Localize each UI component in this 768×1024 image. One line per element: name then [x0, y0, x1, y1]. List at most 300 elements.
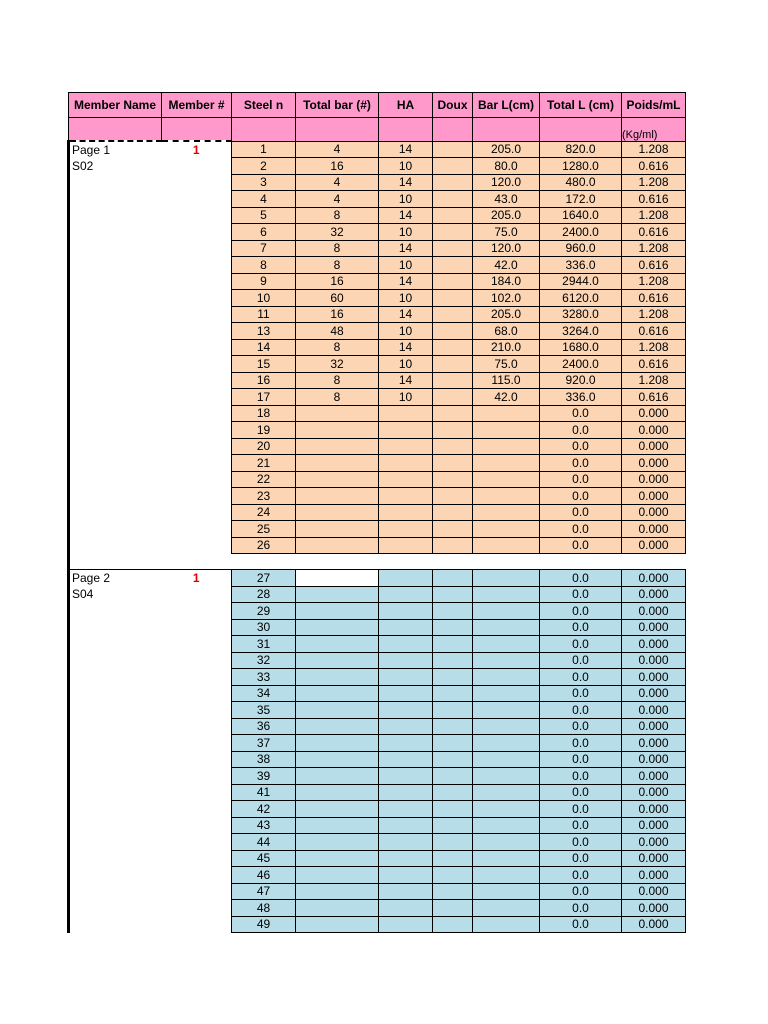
bar-length-cell[interactable]: [473, 619, 540, 636]
doux-cell[interactable]: [433, 405, 473, 422]
member-name-cell[interactable]: [69, 850, 162, 867]
member-number-cell[interactable]: [162, 652, 232, 669]
poids-cell[interactable]: 0.616: [622, 224, 686, 241]
steel-n-cell[interactable]: 46: [232, 867, 296, 884]
doux-cell[interactable]: [433, 735, 473, 752]
doux-cell[interactable]: [433, 356, 473, 373]
member-name-cell[interactable]: [69, 718, 162, 735]
total-bar-cell[interactable]: 8: [296, 257, 379, 274]
ha-cell[interactable]: 10: [379, 356, 433, 373]
poids-cell[interactable]: 0.000: [622, 702, 686, 719]
poids-cell[interactable]: 0.000: [622, 817, 686, 834]
member-name-cell[interactable]: [69, 422, 162, 439]
ha-cell[interactable]: 14: [379, 141, 433, 158]
total-length-cell[interactable]: 3280.0: [540, 306, 622, 323]
poids-cell[interactable]: 1.208: [622, 372, 686, 389]
member-number[interactable]: 1: [162, 141, 232, 158]
member-name-cell[interactable]: [69, 867, 162, 884]
total-bar-cell[interactable]: 8: [296, 240, 379, 257]
member-name-cell[interactable]: [69, 455, 162, 472]
total-bar-cell[interactable]: [296, 685, 379, 702]
header-cell[interactable]: [296, 118, 379, 142]
member-number-cell[interactable]: [162, 224, 232, 241]
poids-cell[interactable]: 0.000: [622, 735, 686, 752]
bar-length-cell[interactable]: [473, 883, 540, 900]
poids-cell[interactable]: 0.616: [622, 389, 686, 406]
steel-n-cell[interactable]: 7: [232, 240, 296, 257]
bar-length-cell[interactable]: [473, 636, 540, 653]
total-bar-cell[interactable]: [296, 586, 379, 603]
steel-n-cell[interactable]: 14: [232, 339, 296, 356]
bar-length-cell[interactable]: [473, 570, 540, 587]
doux-cell[interactable]: [433, 306, 473, 323]
member-name-cell[interactable]: [69, 207, 162, 224]
steel-n-cell[interactable]: 44: [232, 834, 296, 851]
total-length-cell[interactable]: 820.0: [540, 141, 622, 158]
bar-length-cell[interactable]: [473, 521, 540, 538]
steel-n-cell[interactable]: 17: [232, 389, 296, 406]
poids-cell[interactable]: 0.000: [622, 471, 686, 488]
member-number-cell[interactable]: [162, 389, 232, 406]
member-number-cell[interactable]: [162, 306, 232, 323]
member-name-cell[interactable]: [69, 488, 162, 505]
steel-n-cell[interactable]: 25: [232, 521, 296, 538]
doux-cell[interactable]: [433, 685, 473, 702]
steel-n-cell[interactable]: 45: [232, 850, 296, 867]
doux-cell[interactable]: [433, 471, 473, 488]
total-bar-cell[interactable]: [296, 751, 379, 768]
member-name-cell[interactable]: [69, 735, 162, 752]
ha-cell[interactable]: 14: [379, 273, 433, 290]
total-bar-cell[interactable]: 8: [296, 207, 379, 224]
bar-length-cell[interactable]: 42.0: [473, 389, 540, 406]
member-number-cell[interactable]: [162, 883, 232, 900]
total-length-cell[interactable]: 0.0: [540, 850, 622, 867]
total-length-cell[interactable]: 0.0: [540, 438, 622, 455]
member-name[interactable]: S04: [69, 586, 162, 603]
total-bar-cell[interactable]: [296, 521, 379, 538]
ha-cell[interactable]: [379, 867, 433, 884]
bar-length-cell[interactable]: [473, 916, 540, 933]
steel-n-cell[interactable]: 2: [232, 158, 296, 175]
ha-cell[interactable]: [379, 817, 433, 834]
poids-cell[interactable]: 0.616: [622, 356, 686, 373]
ha-cell[interactable]: [379, 455, 433, 472]
bar-length-cell[interactable]: 184.0: [473, 273, 540, 290]
member-number-cell[interactable]: [162, 356, 232, 373]
total-length-cell[interactable]: 0.0: [540, 735, 622, 752]
member-name-cell[interactable]: [69, 636, 162, 653]
ha-cell[interactable]: [379, 537, 433, 554]
poids-cell[interactable]: 0.000: [622, 405, 686, 422]
total-bar-cell[interactable]: [296, 867, 379, 884]
member-number-cell[interactable]: [162, 257, 232, 274]
member-name-cell[interactable]: [69, 603, 162, 620]
steel-n-cell[interactable]: 26: [232, 537, 296, 554]
member-number-cell[interactable]: [162, 850, 232, 867]
doux-cell[interactable]: [433, 191, 473, 208]
poids-cell[interactable]: 0.000: [622, 603, 686, 620]
bar-length-cell[interactable]: [473, 685, 540, 702]
doux-cell[interactable]: [433, 158, 473, 175]
steel-n-cell[interactable]: 24: [232, 504, 296, 521]
bar-length-cell[interactable]: [473, 603, 540, 620]
steel-n-cell[interactable]: 33: [232, 669, 296, 686]
poids-cell[interactable]: 0.000: [622, 438, 686, 455]
member-number-cell[interactable]: [162, 916, 232, 933]
ha-cell[interactable]: [379, 834, 433, 851]
total-bar-cell[interactable]: [296, 438, 379, 455]
steel-n-cell[interactable]: 38: [232, 751, 296, 768]
ha-cell[interactable]: [379, 685, 433, 702]
bar-length-cell[interactable]: [473, 471, 540, 488]
doux-cell[interactable]: [433, 207, 473, 224]
member-number-cell[interactable]: [162, 702, 232, 719]
total-length-cell[interactable]: 0.0: [540, 405, 622, 422]
doux-cell[interactable]: [433, 389, 473, 406]
total-bar-cell[interactable]: [296, 817, 379, 834]
header-bar-length[interactable]: Bar L(cm): [473, 93, 540, 118]
total-bar-cell[interactable]: [296, 570, 379, 587]
header-cell[interactable]: [69, 118, 162, 142]
member-number-cell[interactable]: [162, 521, 232, 538]
steel-n-cell[interactable]: 37: [232, 735, 296, 752]
doux-cell[interactable]: [433, 867, 473, 884]
member-name-cell[interactable]: [69, 405, 162, 422]
member-name-cell[interactable]: [69, 290, 162, 307]
ha-cell[interactable]: 10: [379, 389, 433, 406]
total-length-cell[interactable]: 0.0: [540, 801, 622, 818]
member-number-cell[interactable]: [162, 422, 232, 439]
total-bar-cell[interactable]: [296, 636, 379, 653]
member-name-cell[interactable]: [69, 916, 162, 933]
total-length-cell[interactable]: 0.0: [540, 570, 622, 587]
doux-cell[interactable]: [433, 174, 473, 191]
member-name-cell[interactable]: [69, 240, 162, 257]
total-length-cell[interactable]: 0.0: [540, 455, 622, 472]
total-bar-cell[interactable]: 8: [296, 372, 379, 389]
header-member-name[interactable]: Member Name: [69, 93, 162, 118]
total-bar-cell[interactable]: [296, 405, 379, 422]
steel-n-cell[interactable]: 18: [232, 405, 296, 422]
steel-n-cell[interactable]: 9: [232, 273, 296, 290]
doux-cell[interactable]: [433, 257, 473, 274]
member-name-cell[interactable]: [69, 900, 162, 917]
member-number-cell[interactable]: [162, 751, 232, 768]
member-name-cell[interactable]: [69, 652, 162, 669]
member-name-cell[interactable]: [69, 817, 162, 834]
ha-cell[interactable]: 14: [379, 174, 433, 191]
poids-cell[interactable]: 0.616: [622, 158, 686, 175]
ha-cell[interactable]: 10: [379, 224, 433, 241]
steel-n-cell[interactable]: 43: [232, 817, 296, 834]
poids-cell[interactable]: 0.000: [622, 570, 686, 587]
total-length-cell[interactable]: 0.0: [540, 521, 622, 538]
ha-cell[interactable]: [379, 652, 433, 669]
member-number-cell[interactable]: [162, 174, 232, 191]
bar-length-cell[interactable]: 75.0: [473, 356, 540, 373]
ha-cell[interactable]: [379, 422, 433, 439]
doux-cell[interactable]: [433, 438, 473, 455]
member-name-cell[interactable]: [69, 339, 162, 356]
total-length-cell[interactable]: 0.0: [540, 784, 622, 801]
steel-n-cell[interactable]: 4: [232, 191, 296, 208]
total-length-cell[interactable]: 0.0: [540, 685, 622, 702]
header-cell[interactable]: [433, 118, 473, 142]
steel-n-cell[interactable]: 49: [232, 916, 296, 933]
bar-length-cell[interactable]: 210.0: [473, 339, 540, 356]
bar-length-cell[interactable]: 43.0: [473, 191, 540, 208]
ha-cell[interactable]: [379, 801, 433, 818]
total-bar-cell[interactable]: [296, 784, 379, 801]
member-name-cell[interactable]: [69, 702, 162, 719]
total-length-cell[interactable]: 1640.0: [540, 207, 622, 224]
member-number-cell[interactable]: [162, 339, 232, 356]
total-length-cell[interactable]: 336.0: [540, 389, 622, 406]
doux-cell[interactable]: [433, 422, 473, 439]
steel-n-cell[interactable]: 1: [232, 141, 296, 158]
total-bar-cell[interactable]: 60: [296, 290, 379, 307]
bar-length-cell[interactable]: 80.0: [473, 158, 540, 175]
steel-n-cell[interactable]: 42: [232, 801, 296, 818]
total-length-cell[interactable]: 0.0: [540, 652, 622, 669]
steel-n-cell[interactable]: 39: [232, 768, 296, 785]
member-name-cell[interactable]: [69, 669, 162, 686]
doux-cell[interactable]: [433, 883, 473, 900]
ha-cell[interactable]: [379, 619, 433, 636]
poids-cell[interactable]: 1.208: [622, 306, 686, 323]
ha-cell[interactable]: [379, 784, 433, 801]
bar-length-cell[interactable]: 42.0: [473, 257, 540, 274]
ha-cell[interactable]: [379, 850, 433, 867]
total-length-cell[interactable]: 172.0: [540, 191, 622, 208]
total-bar-cell[interactable]: 16: [296, 273, 379, 290]
steel-n-cell[interactable]: 11: [232, 306, 296, 323]
ha-cell[interactable]: [379, 504, 433, 521]
member-number-cell[interactable]: [162, 768, 232, 785]
total-bar-cell[interactable]: [296, 455, 379, 472]
member-number-cell[interactable]: [162, 191, 232, 208]
page-label[interactable]: Page 1: [69, 141, 162, 158]
steel-n-cell[interactable]: 31: [232, 636, 296, 653]
total-length-cell[interactable]: 336.0: [540, 257, 622, 274]
doux-cell[interactable]: [433, 669, 473, 686]
total-bar-cell[interactable]: [296, 702, 379, 719]
header-total-length[interactable]: Total L (cm): [540, 93, 622, 118]
total-length-cell[interactable]: 0.0: [540, 488, 622, 505]
header-ha[interactable]: HA: [379, 93, 433, 118]
doux-cell[interactable]: [433, 240, 473, 257]
header-cell[interactable]: [162, 118, 232, 142]
doux-cell[interactable]: [433, 619, 473, 636]
unit-label[interactable]: (Kg/ml): [622, 118, 686, 142]
poids-cell[interactable]: 0.000: [622, 768, 686, 785]
total-bar-cell[interactable]: 32: [296, 356, 379, 373]
ha-cell[interactable]: [379, 883, 433, 900]
ha-cell[interactable]: [379, 916, 433, 933]
ha-cell[interactable]: 14: [379, 339, 433, 356]
total-length-cell[interactable]: 0.0: [540, 504, 622, 521]
poids-cell[interactable]: 0.000: [622, 537, 686, 554]
ha-cell[interactable]: [379, 900, 433, 917]
ha-cell[interactable]: [379, 718, 433, 735]
header-steel-n[interactable]: Steel n: [232, 93, 296, 118]
total-length-cell[interactable]: 0.0: [540, 867, 622, 884]
steel-n-cell[interactable]: 19: [232, 422, 296, 439]
total-bar-cell[interactable]: 8: [296, 389, 379, 406]
member-number-cell[interactable]: [162, 158, 232, 175]
doux-cell[interactable]: [433, 521, 473, 538]
total-length-cell[interactable]: 920.0: [540, 372, 622, 389]
total-length-cell[interactable]: 1680.0: [540, 339, 622, 356]
member-number-cell[interactable]: [162, 586, 232, 603]
steel-n-cell[interactable]: 13: [232, 323, 296, 340]
member-number-cell[interactable]: [162, 537, 232, 554]
total-bar-cell[interactable]: [296, 801, 379, 818]
doux-cell[interactable]: [433, 586, 473, 603]
bar-length-cell[interactable]: [473, 422, 540, 439]
poids-cell[interactable]: 0.000: [622, 455, 686, 472]
total-length-cell[interactable]: 0.0: [540, 586, 622, 603]
doux-cell[interactable]: [433, 488, 473, 505]
ha-cell[interactable]: 10: [379, 290, 433, 307]
steel-n-cell[interactable]: 6: [232, 224, 296, 241]
member-number-cell[interactable]: [162, 834, 232, 851]
bar-length-cell[interactable]: [473, 488, 540, 505]
bar-length-cell[interactable]: [473, 784, 540, 801]
ha-cell[interactable]: 14: [379, 207, 433, 224]
bar-length-cell[interactable]: [473, 867, 540, 884]
bar-length-cell[interactable]: [473, 438, 540, 455]
total-length-cell[interactable]: 0.0: [540, 817, 622, 834]
member-name-cell[interactable]: [69, 801, 162, 818]
ha-cell[interactable]: 10: [379, 191, 433, 208]
ha-cell[interactable]: [379, 669, 433, 686]
doux-cell[interactable]: [433, 537, 473, 554]
doux-cell[interactable]: [433, 751, 473, 768]
doux-cell[interactable]: [433, 718, 473, 735]
total-length-cell[interactable]: 3264.0: [540, 323, 622, 340]
poids-cell[interactable]: 0.000: [622, 850, 686, 867]
poids-cell[interactable]: 0.000: [622, 636, 686, 653]
doux-cell[interactable]: [433, 290, 473, 307]
total-bar-cell[interactable]: 16: [296, 158, 379, 175]
member-name-cell[interactable]: [69, 521, 162, 538]
steel-n-cell[interactable]: 8: [232, 257, 296, 274]
poids-cell[interactable]: 0.000: [622, 867, 686, 884]
steel-n-cell[interactable]: 34: [232, 685, 296, 702]
bar-length-cell[interactable]: 102.0: [473, 290, 540, 307]
doux-cell[interactable]: [433, 636, 473, 653]
total-length-cell[interactable]: 0.0: [540, 751, 622, 768]
poids-cell[interactable]: 1.208: [622, 141, 686, 158]
poids-cell[interactable]: 0.616: [622, 290, 686, 307]
total-length-cell[interactable]: 0.0: [540, 636, 622, 653]
ha-cell[interactable]: [379, 586, 433, 603]
total-bar-cell[interactable]: [296, 488, 379, 505]
member-number-cell[interactable]: [162, 405, 232, 422]
poids-cell[interactable]: 0.000: [622, 718, 686, 735]
header-cell[interactable]: [540, 118, 622, 142]
doux-cell[interactable]: [433, 850, 473, 867]
total-bar-cell[interactable]: [296, 422, 379, 439]
doux-cell[interactable]: [433, 916, 473, 933]
total-length-cell[interactable]: 6120.0: [540, 290, 622, 307]
ha-cell[interactable]: 14: [379, 306, 433, 323]
bar-length-cell[interactable]: 205.0: [473, 306, 540, 323]
member-name-cell[interactable]: [69, 191, 162, 208]
member-number-cell[interactable]: [162, 207, 232, 224]
poids-cell[interactable]: 1.208: [622, 339, 686, 356]
steel-n-cell[interactable]: 32: [232, 652, 296, 669]
member-number-cell[interactable]: [162, 619, 232, 636]
total-bar-cell[interactable]: [296, 916, 379, 933]
member-name-cell[interactable]: [69, 372, 162, 389]
doux-cell[interactable]: [433, 652, 473, 669]
poids-cell[interactable]: 1.208: [622, 174, 686, 191]
member-name-cell[interactable]: [69, 306, 162, 323]
poids-cell[interactable]: 0.616: [622, 257, 686, 274]
poids-cell[interactable]: 0.000: [622, 521, 686, 538]
member-name-cell[interactable]: [69, 768, 162, 785]
doux-cell[interactable]: [433, 455, 473, 472]
member-number-cell[interactable]: [162, 685, 232, 702]
doux-cell[interactable]: [433, 784, 473, 801]
total-bar-cell[interactable]: 4: [296, 191, 379, 208]
ha-cell[interactable]: [379, 751, 433, 768]
member-number-cell[interactable]: [162, 372, 232, 389]
total-bar-cell[interactable]: 8: [296, 339, 379, 356]
doux-cell[interactable]: [433, 900, 473, 917]
total-length-cell[interactable]: 1280.0: [540, 158, 622, 175]
poids-cell[interactable]: 0.000: [622, 422, 686, 439]
member-number[interactable]: 1: [162, 570, 232, 587]
poids-cell[interactable]: 0.000: [622, 504, 686, 521]
member-name-cell[interactable]: [69, 273, 162, 290]
total-bar-cell[interactable]: [296, 669, 379, 686]
ha-cell[interactable]: 14: [379, 240, 433, 257]
bar-length-cell[interactable]: [473, 405, 540, 422]
steel-n-cell[interactable]: 22: [232, 471, 296, 488]
steel-n-cell[interactable]: 29: [232, 603, 296, 620]
header-doux[interactable]: Doux: [433, 93, 473, 118]
ha-cell[interactable]: [379, 521, 433, 538]
steel-n-cell[interactable]: 28: [232, 586, 296, 603]
steel-n-cell[interactable]: 47: [232, 883, 296, 900]
member-name-cell[interactable]: [69, 883, 162, 900]
steel-n-cell[interactable]: 36: [232, 718, 296, 735]
doux-cell[interactable]: [433, 702, 473, 719]
total-bar-cell[interactable]: [296, 850, 379, 867]
steel-n-cell[interactable]: 21: [232, 455, 296, 472]
page-label[interactable]: Page 2: [69, 570, 162, 587]
member-name-cell[interactable]: [69, 389, 162, 406]
poids-cell[interactable]: 0.616: [622, 323, 686, 340]
steel-n-cell[interactable]: 27: [232, 570, 296, 587]
steel-n-cell[interactable]: 35: [232, 702, 296, 719]
poids-cell[interactable]: 0.000: [622, 669, 686, 686]
total-bar-cell[interactable]: 4: [296, 141, 379, 158]
ha-cell[interactable]: 10: [379, 323, 433, 340]
member-name-cell[interactable]: [69, 471, 162, 488]
ha-cell[interactable]: [379, 768, 433, 785]
bar-length-cell[interactable]: [473, 900, 540, 917]
steel-n-cell[interactable]: 20: [232, 438, 296, 455]
member-number-cell[interactable]: [162, 488, 232, 505]
total-bar-cell[interactable]: 16: [296, 306, 379, 323]
member-name[interactable]: S02: [69, 158, 162, 175]
member-number-cell[interactable]: [162, 636, 232, 653]
